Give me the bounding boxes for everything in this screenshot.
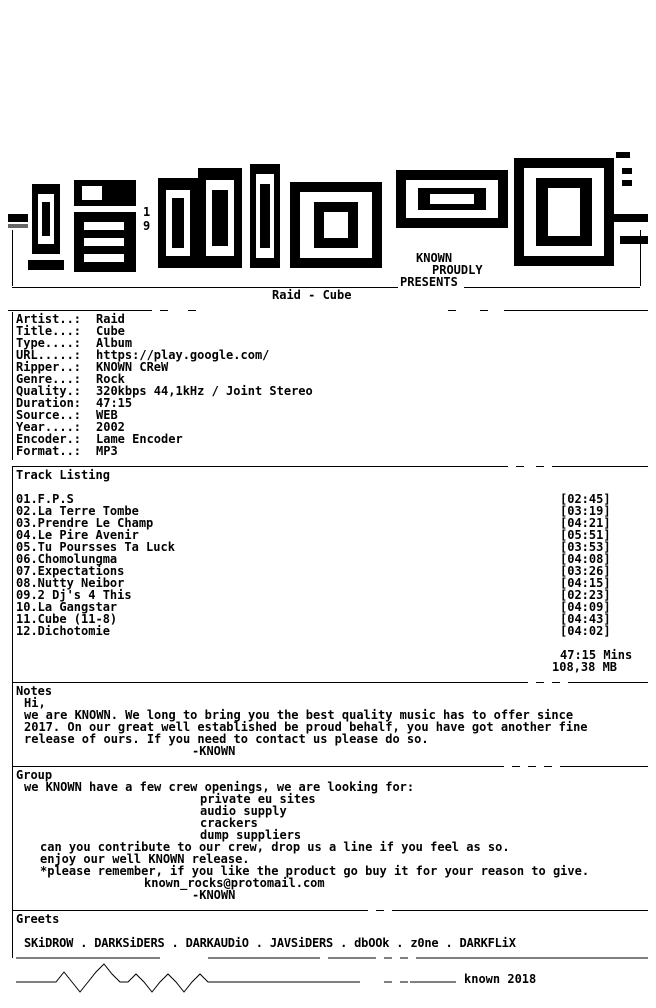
info-value: 47:15 — [96, 396, 133, 410]
info-value: WEB — [96, 408, 118, 422]
divider-dash — [544, 766, 552, 767]
notes-signature: -KNOWN — [192, 744, 236, 758]
group-line: *please remember, if you like the product go buy it for your reason to give. — [40, 864, 590, 878]
info-key: Quality.: — [16, 384, 82, 398]
group-border — [12, 766, 13, 912]
info-key: URL.....: — [16, 348, 82, 362]
info-key: Encoder.: — [16, 432, 82, 446]
divider-dash — [480, 310, 488, 311]
divider-dash — [536, 466, 544, 467]
group-wanted-item: private eu sites — [200, 792, 316, 806]
track-border — [12, 466, 13, 682]
track-title: 02.La Terre Tombe — [16, 504, 139, 518]
info-value: Raid — [96, 312, 125, 326]
group-line: enjoy our well KNOWN release. — [40, 852, 250, 866]
divider — [12, 910, 368, 911]
info-key: Title...: — [16, 324, 82, 338]
track-title: 01.F.P.S — [16, 492, 74, 506]
tracklist-heading: Track Listing — [16, 468, 110, 482]
track-time: [04:09] — [560, 600, 611, 614]
info-value: Album — [96, 336, 133, 350]
divider — [12, 682, 528, 683]
group-signature: -KNOWN — [192, 888, 236, 902]
divider-dash — [512, 766, 520, 767]
release-title: Raid - Cube — [272, 288, 352, 302]
info-key: Ripper..: — [16, 360, 82, 374]
notes-line: Hi, — [24, 696, 46, 710]
frame-left — [12, 230, 13, 286]
greets-heading: Greets — [16, 912, 60, 926]
group-heading: Group — [16, 768, 53, 782]
track-title: 10.La Gangstar — [16, 600, 118, 614]
tagline-proudly: PROUDLY — [432, 263, 483, 277]
info-value: 320kbps 44,1kHz / Joint Stereo — [96, 384, 313, 398]
total-size: 108,38 MB — [552, 660, 618, 674]
track-time: [03:26] — [560, 564, 611, 578]
divider — [560, 766, 648, 767]
notes-line: 2017. On our great well established be proud behalf, you have got another fine — [24, 720, 588, 734]
info-value: KNOWN CReW — [96, 360, 169, 374]
divider — [504, 310, 648, 311]
track-title: 12.Dichotomie — [16, 624, 110, 638]
group-intro: we KNOWN have a few crew openings, we are looking for: — [24, 780, 415, 794]
track-time: [02:45] — [560, 492, 611, 506]
info-key: Source..: — [16, 408, 82, 422]
info-border — [12, 312, 13, 460]
divider-dash — [552, 682, 560, 683]
tagline-presents: PRESENTS — [400, 275, 458, 289]
divider-dash — [516, 466, 524, 467]
divider — [8, 310, 152, 311]
group-wanted-item: dump suppliers — [200, 828, 302, 842]
notes-heading: Notes — [16, 684, 53, 698]
track-title: 11.Cube (11-8) — [16, 612, 118, 626]
info-key: Format..: — [16, 444, 82, 458]
track-title: 09.2 Dj's 4 This — [16, 588, 132, 602]
divider — [568, 682, 648, 683]
info-value: MP3 — [96, 444, 118, 458]
divider-dash — [536, 682, 544, 683]
divider-dash — [160, 310, 168, 311]
track-time: [03:19] — [560, 504, 611, 518]
divider-dash — [188, 310, 196, 311]
track-title: 06.Chomolungma — [16, 552, 118, 566]
track-time: [04:15] — [560, 576, 611, 590]
divider — [392, 910, 648, 911]
track-time: [04:43] — [560, 612, 611, 626]
footer-border-art — [0, 950, 656, 1000]
known-logo — [0, 150, 656, 280]
track-title: 03.Prendre Le Champ — [16, 516, 154, 530]
notes-line: release of ours. If you need to contact us please do so. — [24, 732, 429, 746]
info-key: Genre...: — [16, 372, 82, 386]
group-wanted-item: audio supply — [200, 804, 287, 818]
info-value: Cube — [96, 324, 125, 338]
track-time: [03:53] — [560, 540, 611, 554]
track-time: [04:21] — [560, 516, 611, 530]
tagline-known: KNOWN — [416, 251, 453, 265]
info-value: 2002 — [96, 420, 125, 434]
divider — [12, 466, 508, 467]
group-email: known_rocks@protomail.com — [144, 876, 325, 890]
logo-digits: 19 — [143, 205, 151, 233]
info-key: Type....: — [16, 336, 82, 350]
track-time: [04:08] — [560, 552, 611, 566]
group-wanted-item: crackers — [200, 816, 258, 830]
track-time: [05:51] — [560, 528, 611, 542]
info-key: Artist..: — [16, 312, 82, 326]
track-title: 04.Le Pire Avenir — [16, 528, 139, 542]
info-value: Lame Encoder — [96, 432, 183, 446]
frame-bottom-right — [464, 287, 640, 288]
notes-border — [12, 682, 13, 766]
divider-dash — [528, 766, 536, 767]
greets-line: SKiDROW . DARKSiDERS . DARKAUDiO . JAVSiDERS . dbOOk . z0ne . DARKFLiX — [24, 936, 516, 950]
track-title: 07.Expectations — [16, 564, 125, 578]
footer-sign: known 2018 — [464, 972, 537, 986]
frame-right — [640, 230, 641, 286]
divider-dash — [376, 910, 384, 911]
divider — [12, 766, 504, 767]
divider — [552, 466, 648, 467]
notes-line: we are KNOWN. We long to bring you the best quality music has to offer since — [24, 708, 574, 722]
info-value: Rock — [96, 372, 125, 386]
track-title: 05.Tu Poursses Ta Luck — [16, 540, 175, 554]
info-key: Year....: — [16, 420, 82, 434]
info-key: Duration: — [16, 396, 82, 410]
group-line: can you contribute to our crew, drop us a line if you feel as so. — [40, 840, 510, 854]
info-value: https://play.google.com/ — [96, 348, 270, 362]
track-time: [04:02] — [560, 624, 611, 638]
track-title: 08.Nutty Neibor — [16, 576, 125, 590]
track-time: [02:23] — [560, 588, 611, 602]
divider-dash — [448, 310, 456, 311]
total-time: 47:15 Mins — [560, 648, 633, 662]
